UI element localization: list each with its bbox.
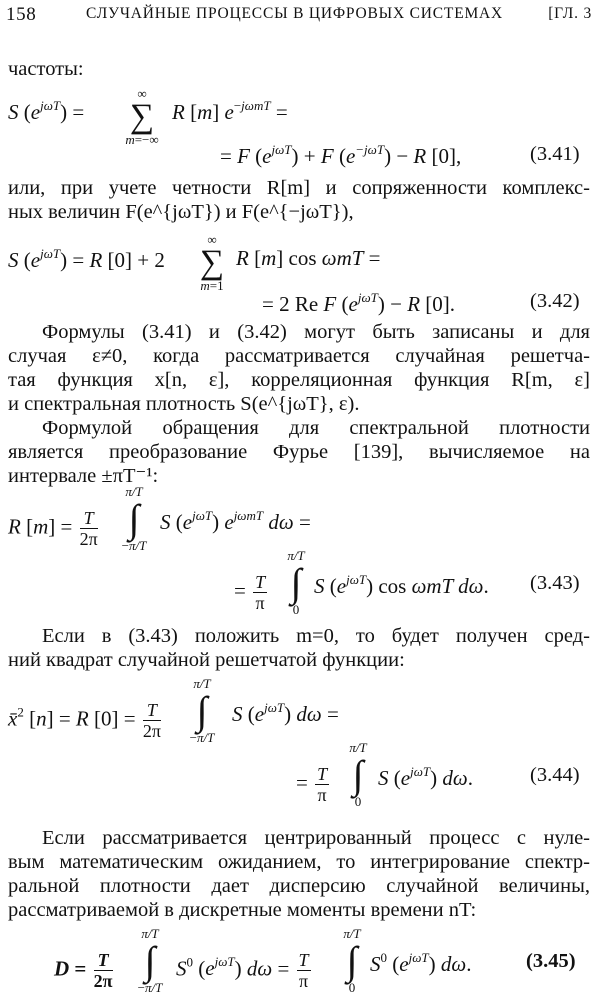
equation-3-42-line1: S $(e^{j\omega T}) = R$ [0] + 2 [8,246,165,272]
equation-3-43-line1: R [m] = $\frac{T}{2\pi}$ [8,508,98,549]
equation-3-42-line1b: R [m] cos ωmT = [236,246,381,270]
equation-3-43-line2b: S $(e^{j\omega T})$ cos ωmT dω. [314,572,489,598]
equation-3-43-line1b: S $(e^{j\omega T})$ $e^{j\omega mT}$ dω = [160,508,311,534]
sum-operator: ∞ ∑ m=−∞ [125,86,159,147]
equation-3-44-line1: x̄$^2$ [n] = R [0] = $\frac{T}{2\pi}$ [8,700,161,741]
running-title: СЛУЧАЙНЫЕ ПРОЦЕССЫ В ЦИФРОВЫХ СИСТЕМАХ [86,5,504,22]
equation-3-43-line2: = $\frac{T}{\pi}$ [234,572,266,613]
sum-operator-2: ∞ ∑ m=1 [199,232,225,293]
equation-3-45-mid: $S^0$ $(e^{j\omega T}) d\omega$ = $\frac{T}{\pi}$ [176,950,309,991]
equation-3-44-line2b: S $(e^{j\omega T})$ dω. [378,764,473,790]
equation-3-45-rhs: $S^0$ $(e^{j\omega T})$ dω. [370,950,472,976]
equation-3-42-line2: = 2 Re F $(e^{j\omega T}) - R$ [0]. [262,290,456,316]
chapter-label: [ГЛ. 3 [548,5,592,22]
equation-3-41-line1b: R [m] $e^{-j\omega mT}$ = [172,98,288,124]
paragraph-inversion: Формулой обращения для спектральной плотности является преобразование Фурье [139], вычисляемое на интервале ±πT⁻¹: [8,417,590,487]
paragraph-variance: Если рассматривается центрированный процесс с нуле- вым математическим ожиданием, то интегрирование спектр- ральной плотности дает дисперсию случайной величины, рассматриваемой в дискретные моменты времени nT: [8,827,590,921]
equation-3-44-line1b: S $(e^{j\omega T}) d\omega$ = [232,700,339,726]
paragraph-mean-square: Если в (3.43) положить m=0, то будет получен сред- ний квадрат случайной решетчатой функции: [8,625,590,671]
paragraph-epsilon: Формулы (3.41) и (3.42) могут быть записаны и для случая ε≠0, когда рассматривается случайная решетча- тая функция x[n, ε], корреляционная функция R[m, ε] и спектральная плотность S(e^{jωT}, ε). [8,321,590,415]
equation-3-44-line2: = $\frac{T}{\pi}$ [296,764,328,805]
equation-number-3-44: (3.44) [530,764,580,786]
equation-number-3-45: (3.45) [526,950,576,972]
paragraph-parity: или, при учете четности R[m] и сопряженности комплекс- ных величин F(e^{jωT}) и F(e^{−jωT}), [8,177,590,223]
equation-3-45-lhs: D = $\frac{T}{2\pi}$ [54,950,113,991]
page-number: 158 [6,4,37,25]
integral-operator-5: π/T ∫ −π/T [137,926,163,995]
text-frequencies: частоты: [8,58,84,80]
equation-3-41-line1: S $(e^{j\omega T})$ = [8,98,85,124]
integral-operator: π/T ∫ −π/T [121,484,147,553]
integral-operator-2: π/T ∫ 0 [287,548,305,617]
equation-number-3-41: (3.41) [530,143,580,165]
integral-operator-3: π/T ∫ −π/T [189,676,215,745]
page-header [6,4,592,30]
equation-number-3-42: (3.42) [530,290,580,312]
equation-3-41-line2: = F $(e^{j\omega T}) + F$ $(e^{-j\omega T}) - R$ [0], [220,142,462,168]
integral-operator-4: π/T ∫ 0 [349,740,367,809]
equation-number-3-43: (3.43) [530,572,580,594]
integral-operator-6: π/T ∫ 0 [343,926,361,995]
